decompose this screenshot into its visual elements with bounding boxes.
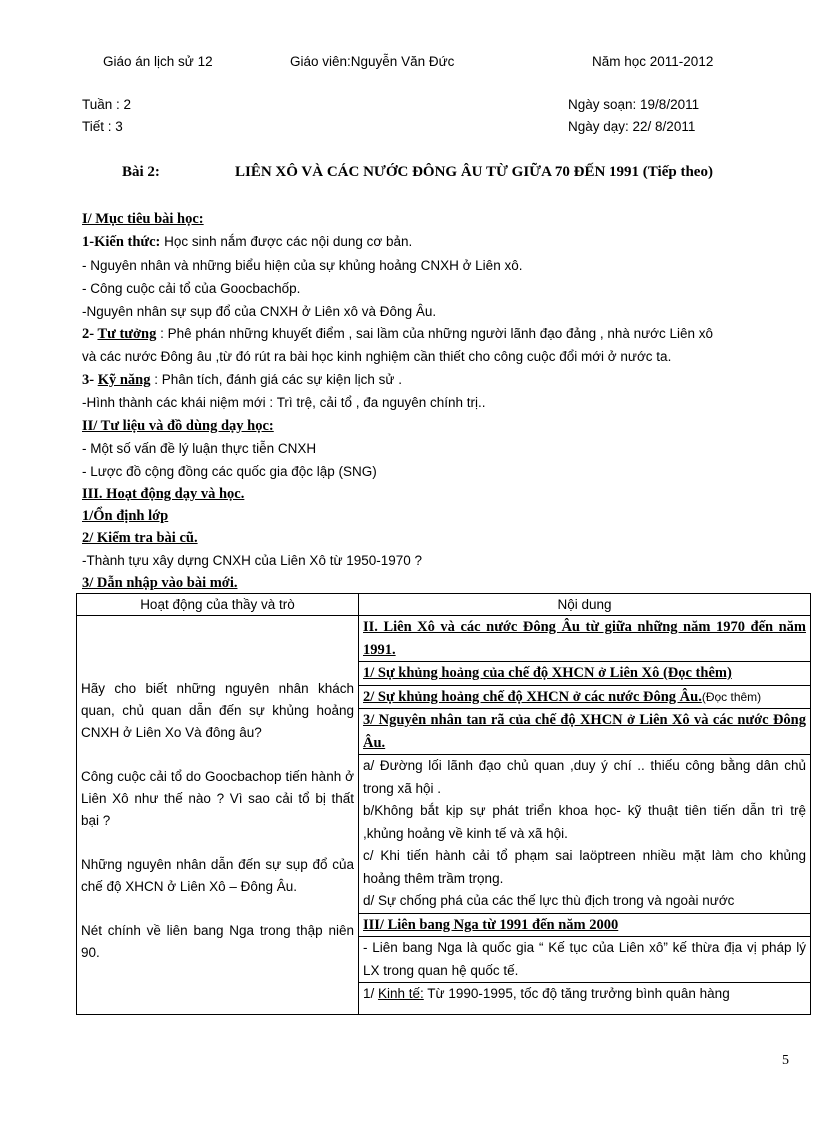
skill-text-2: -Hình thành các khái niệm mới : Trì trệ, cải tổ , đa nguyên chính trị.. [82,395,486,410]
activities-table [76,593,811,1015]
teach-date: Ngày dạy: 22/ 8/2011 [568,119,696,134]
thought-text-2: và các nước Đông âu ,từ đó rút ra bài học kinh nghiệm cần thiết cho công cuộc đổi mới ở nước ta. [82,349,672,364]
cause-b: b/Không bắt kịp sự phát triển khoa học- kỹ thuật tiên tiến dẫn trì trệ ,khủng hoảng về kinh tế và xã hội. [363,803,806,841]
content-cell [359,616,811,1015]
content-heading-3: 3/ Nguyên nhân tan rã của chế độ XHCN ở Liên Xô và các nước Đông Âu. [359,709,810,755]
page-number: 5 [782,1053,789,1068]
step-1: 1/Ổn định lớp [82,508,169,524]
col-header-content: Nội dung [359,594,811,616]
skill-line [82,372,402,389]
knowledge-line [82,234,412,251]
activities-cell [77,616,359,1015]
cause-c: c/ Khi tiến hành cải tổ phạm sai laöptreen nhiều mặt làm cho khủng hoảng thêm trầm trọng. [363,848,806,886]
knowledge-label: 1-Kiến thức: [82,234,161,250]
cause-d: d/ Sự chống phá của các thế lực thù địch trong và ngoài nước [359,890,810,914]
content-heading-1: 1/ Sự khủng hoảng của chế độ XHCN ở Liên Xô (Đọc thêm) [359,662,810,686]
thought-label-num: 2- [82,326,98,342]
lesson-title: LIÊN XÔ VÀ CÁC NƯỚC ĐÔNG ÂU TỪ GIỮA 70 ĐẾN 1991 (Tiếp theo) [235,164,713,180]
table-row [77,616,811,1015]
lesson-number: Bài 2: [122,164,160,180]
left-question-1: Hãy cho biết những nguyên nhân khách quan, chủ quan dẫn đến sự khủng hoảng CNXH ở Liên Xo Và đông âu? [81,681,354,740]
russia-successor: - Liên bang Nga là quốc gia “ Kế tục của Liên xô” kế thừa địa vị pháp lý LX trong quan hệ quốc tế. [359,937,810,983]
section-activities-heading: III. Hoạt động dạy và học. [82,486,245,502]
material-item-2: - Lược đồ cộng đồng các quốc gia độc lập (SNG) [82,464,377,479]
content-heading-ii: II. Liên Xô và các nước Đông Âu từ giữa những năm 1970 đến năm 1991. [359,616,810,662]
russia-economy: 1/ Kinh tế: Từ 1990-1995, tốc độ tăng trưởng bình quân hàng [363,986,730,1001]
section-objectives-heading: I/ Mục tiêu bài học: [82,211,204,227]
header-school-year: Năm học 2011-2012 [592,54,714,69]
step-2-question: -Thành tựu xây dựng CNXH của Liên Xô từ 1950-1970 ? [82,553,423,568]
col-header-activities: Hoạt động của thầy và trò [77,594,359,616]
left-question-3: Những nguyên nhân dẫn đến sự sụp đổ của chế độ XHCN ở Liên Xô – Đông Âu. [81,857,354,894]
thought-line [82,326,713,343]
cause-a: a/ Đường lối lãnh đạo chủ quan ,duy ý chí .. thiếu công bằng dân chủ trong xã hội . [363,758,806,796]
header-teacher: Giáo viên:Nguyễn Văn Đức [290,54,455,69]
header-subject: Giáo án lịch sử 12 [103,54,213,69]
thought-text: : Phê phán những khuyết điểm , sai lầm của những người lãnh đạo đảng , nhà nước Liên xô [156,326,714,341]
skill-label: Kỹ năng [97,372,151,388]
content-heading-2: 2/ Sự khủng hoảng chế độ XHCN ở các nước Đông Âu.(Đọc thêm) [359,686,810,710]
step-3: 3/ Dẫn nhập vào bài mới. [82,575,238,591]
step-2: 2/ Kiểm tra bài cũ. [82,530,198,546]
read-more-note: (Đọc thêm) [701,689,762,704]
skill-text: : Phân tích, đánh giá các sự kiện lịch sử . [150,372,402,387]
economy-label: Kinh tế: [378,986,424,1001]
table-header-row [77,594,811,616]
thought-label: Tư tưởng [97,326,157,342]
section-materials-heading: II/ Tư liệu và đồ dùng dạy học: [82,418,274,434]
skill-label-num: 3- [82,372,98,388]
week-label: Tuần : 2 [82,97,132,112]
content-heading-iii: III/ Liên bang Nga từ 1991 đến năm 2000 [359,914,810,938]
knowledge-item-3: -Nguyên nhân sự sụp đổ của CNXH ở Liên xô và Đông Âu. [82,304,437,319]
knowledge-text: Học sinh nắm được các nội dung cơ bản. [160,234,413,249]
material-item-1: - Một số vấn đề lý luận thực tiễn CNXH [82,441,317,456]
prep-date: Ngày soạn: 19/8/2011 [568,97,700,112]
knowledge-item-2: - Công cuộc cải tổ của Goocbachốp. [82,281,301,296]
left-question-4: Nét chính về liên bang Nga trong thập niên 90. [81,923,354,960]
left-question-2: Công cuộc cải tổ do Goocbachop tiến hành ở Liên Xô như thế nào ? Vì sao cải tổ bị thất bại ? [81,769,354,828]
period-label: Tiết : 3 [82,119,123,134]
knowledge-item-1: - Nguyên nhân và những biểu hiện của sự khủng hoảng CNXH ở Liên xô. [82,258,523,273]
